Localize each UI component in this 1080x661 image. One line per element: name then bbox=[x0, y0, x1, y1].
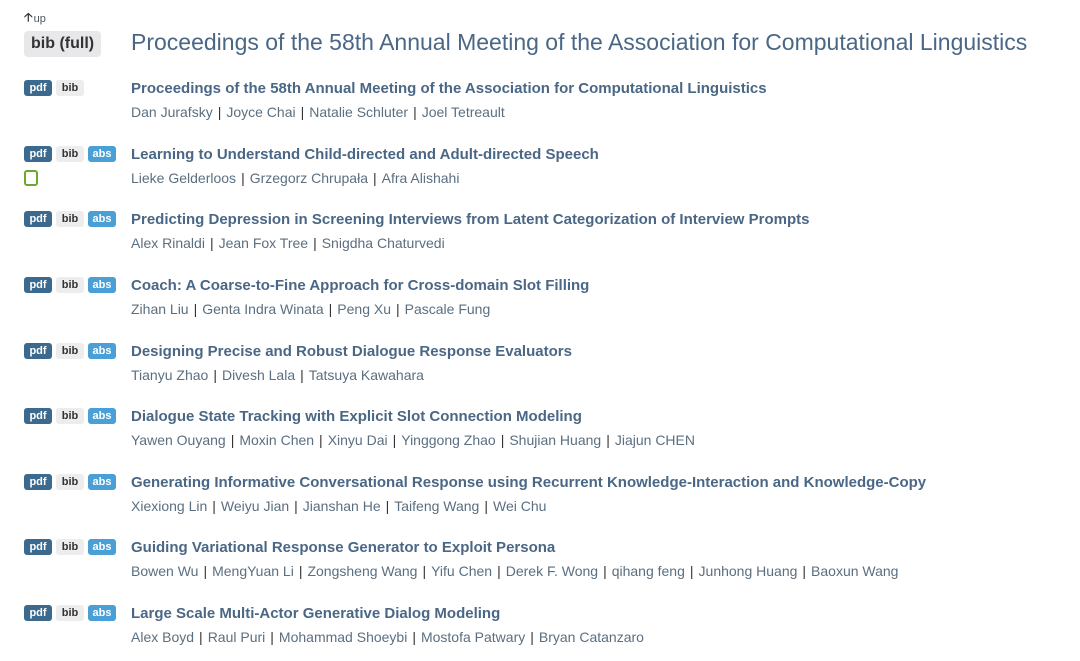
author-list bbox=[131, 299, 490, 319]
paper-entry bbox=[0, 277, 1080, 333]
pdf-button[interactable]: pdf bbox=[24, 408, 52, 424]
author-separator: | bbox=[217, 104, 222, 120]
author-separator: | bbox=[199, 629, 203, 645]
paper-entry bbox=[0, 539, 1080, 595]
author-separator: | bbox=[412, 629, 416, 645]
pdf-button[interactable]: pdf bbox=[24, 474, 52, 490]
author-separator: | bbox=[328, 301, 333, 317]
author-separator: | bbox=[392, 432, 397, 448]
bib-button[interactable]: bib bbox=[56, 539, 84, 555]
abstract-button[interactable]: abs bbox=[88, 408, 116, 424]
author-list bbox=[131, 102, 505, 122]
up-label: up bbox=[33, 12, 46, 25]
author-link[interactable]: Yifu Chen bbox=[431, 563, 493, 579]
author-separator: | bbox=[298, 563, 303, 579]
author-separator: | bbox=[396, 301, 400, 317]
abstract-button[interactable]: abs bbox=[88, 211, 116, 227]
paper-title-link[interactable]: Predicting Depression in Screening Interviews from Latent Categorization of Interview Prompts bbox=[131, 211, 810, 228]
paper-title-link[interactable]: Learning to Understand Child-directed and Adult-directed Speech bbox=[131, 146, 599, 163]
attachment-icon[interactable] bbox=[24, 170, 38, 186]
author-link[interactable]: Pascale Fung bbox=[404, 301, 491, 317]
author-link[interactable]: Jiajun CHEN bbox=[614, 432, 695, 448]
author-link[interactable]: Mohammad Shoeybi bbox=[278, 629, 408, 645]
author-separator: | bbox=[484, 498, 488, 514]
paper-title-link[interactable]: Guiding Variational Response Generator to Exploit Persona bbox=[131, 539, 556, 556]
author-link[interactable]: Yawen Ouyang bbox=[131, 432, 226, 448]
author-link[interactable]: Dan Jurafsky bbox=[131, 104, 213, 120]
paper-entry bbox=[0, 474, 1080, 530]
author-link[interactable]: Mostofa Patwary bbox=[420, 629, 526, 645]
author-link[interactable]: Snigdha Chaturvedi bbox=[321, 235, 445, 251]
paper-title-link[interactable]: Designing Precise and Robust Dialogue Response Evaluators bbox=[131, 343, 572, 360]
author-link[interactable]: MengYuan Li bbox=[212, 563, 294, 579]
pdf-button[interactable]: pdf bbox=[24, 343, 52, 359]
bib-button[interactable]: bib bbox=[56, 80, 84, 96]
author-separator: | bbox=[209, 235, 214, 251]
pdf-button[interactable]: pdf bbox=[24, 605, 52, 621]
author-link[interactable]: Junhong Huang bbox=[698, 563, 798, 579]
bib-button[interactable]: bib bbox=[56, 474, 84, 490]
author-link[interactable]: Zihan Liu bbox=[131, 301, 189, 317]
paper-title-link[interactable]: Large Scale Multi-Actor Generative Dialog Modeling bbox=[131, 605, 501, 622]
author-link[interactable]: Wei Chu bbox=[492, 498, 547, 514]
author-separator: | bbox=[319, 432, 323, 448]
author-separator: | bbox=[802, 563, 807, 579]
author-list bbox=[131, 365, 424, 385]
author-separator: | bbox=[212, 498, 216, 514]
author-link[interactable]: Afra Alishahi bbox=[381, 170, 460, 186]
author-link[interactable]: Peng Xu bbox=[337, 301, 391, 317]
pdf-button[interactable]: pdf bbox=[24, 146, 52, 162]
author-separator: | bbox=[193, 301, 198, 317]
paper-entry bbox=[0, 211, 1080, 267]
author-link[interactable]: Weiyu Jian bbox=[220, 498, 290, 514]
author-separator: | bbox=[241, 170, 245, 186]
author-separator: | bbox=[213, 367, 217, 383]
bib-button[interactable]: bib bbox=[56, 605, 84, 621]
author-separator: | bbox=[500, 432, 505, 448]
author-link[interactable]: Jean Fox Tree bbox=[218, 235, 309, 251]
author-link[interactable]: Alex Boyd bbox=[131, 629, 195, 645]
author-separator: | bbox=[313, 235, 317, 251]
abstract-button[interactable]: abs bbox=[88, 474, 116, 490]
author-link[interactable]: Alex Rinaldi bbox=[131, 235, 205, 251]
bib-button[interactable]: bib bbox=[56, 211, 84, 227]
author-list bbox=[131, 430, 695, 450]
paper-entry bbox=[0, 80, 1080, 136]
paper-entry bbox=[0, 343, 1080, 399]
author-link[interactable]: Xinyu Dai bbox=[327, 432, 388, 448]
author-link[interactable]: Lieke Gelderloos bbox=[131, 170, 237, 186]
author-list bbox=[131, 561, 898, 581]
author-link[interactable]: Yinggong Zhao bbox=[401, 432, 496, 448]
author-separator: | bbox=[300, 367, 304, 383]
bib-button[interactable]: bib bbox=[56, 146, 84, 162]
paper-entry bbox=[0, 408, 1080, 464]
author-link[interactable]: Divesh Lala bbox=[221, 367, 296, 383]
abstract-button[interactable]: abs bbox=[88, 146, 116, 162]
paper-title-link[interactable]: Coach: A Coarse-to-Fine Approach for Cross-domain Slot Filling bbox=[131, 277, 590, 294]
author-separator: | bbox=[497, 563, 501, 579]
author-link[interactable]: Bryan Catanzaro bbox=[538, 629, 644, 645]
author-link[interactable]: Zongsheng Wang bbox=[307, 563, 418, 579]
abstract-button[interactable]: abs bbox=[88, 605, 116, 621]
volume-title: Proceedings of the 58th Annual Meeting of the Association for Computational Linguistics bbox=[131, 29, 1028, 55]
author-link[interactable]: Baoxun Wang bbox=[811, 563, 899, 579]
author-separator: | bbox=[422, 563, 427, 579]
author-list bbox=[131, 496, 546, 516]
paper-title-link[interactable]: Proceedings of the 58th Annual Meeting of the Association for Computational Linguistics bbox=[131, 80, 767, 97]
author-list bbox=[131, 627, 644, 647]
author-link[interactable]: Derek F. Wong bbox=[505, 563, 599, 579]
author-separator: | bbox=[294, 498, 298, 514]
author-link[interactable]: Tatsuya Kawahara bbox=[308, 367, 424, 383]
paper-title-link[interactable]: Generating Informative Conversational Response using Recurrent Knowledge-Interaction and Knowledge-Copy bbox=[131, 474, 927, 491]
author-separator: | bbox=[230, 432, 235, 448]
author-link[interactable]: Joyce Chai bbox=[226, 104, 296, 120]
up-link[interactable] bbox=[24, 8, 46, 29]
author-link[interactable]: Jianshan He bbox=[302, 498, 381, 514]
bib-full-button[interactable]: bib (full) bbox=[24, 31, 101, 57]
author-list bbox=[131, 233, 445, 253]
paper-entry bbox=[0, 146, 1080, 202]
bib-button[interactable]: bib bbox=[56, 277, 84, 293]
author-separator: | bbox=[385, 498, 390, 514]
author-list bbox=[131, 168, 459, 188]
author-link[interactable]: qihang feng bbox=[611, 563, 685, 579]
author-link[interactable]: Grzegorz Chrupała bbox=[249, 170, 368, 186]
abstract-button[interactable]: abs bbox=[88, 277, 116, 293]
pdf-button[interactable]: pdf bbox=[24, 539, 52, 555]
author-separator: | bbox=[689, 563, 694, 579]
author-link[interactable]: Shujian Huang bbox=[509, 432, 602, 448]
bib-button[interactable]: bib bbox=[56, 408, 84, 424]
author-separator: | bbox=[413, 104, 417, 120]
author-link[interactable]: Bowen Wu bbox=[131, 563, 199, 579]
author-separator: | bbox=[203, 563, 208, 579]
author-link[interactable]: Taifeng Wang bbox=[394, 498, 480, 514]
author-separator: | bbox=[606, 432, 610, 448]
arrow-up-icon: 🡡 bbox=[24, 10, 33, 24]
paper-title-link[interactable]: Dialogue State Tracking with Explicit Slot Connection Modeling bbox=[131, 408, 582, 425]
author-separator: | bbox=[530, 629, 534, 645]
author-separator: | bbox=[603, 563, 607, 579]
pdf-button[interactable]: pdf bbox=[24, 277, 52, 293]
author-link[interactable]: Genta Indra Winata bbox=[202, 301, 324, 317]
author-link[interactable]: Tianyu Zhao bbox=[131, 367, 209, 383]
author-link[interactable]: Raul Puri bbox=[207, 629, 266, 645]
author-separator: | bbox=[300, 104, 305, 120]
author-link[interactable]: Xiexiong Lin bbox=[131, 498, 208, 514]
author-link[interactable]: Natalie Schluter bbox=[309, 104, 409, 120]
paper-entry bbox=[0, 605, 1080, 661]
author-link[interactable]: Joel Tetreault bbox=[421, 104, 505, 120]
bib-button[interactable]: bib bbox=[56, 343, 84, 359]
pdf-button[interactable]: pdf bbox=[24, 80, 52, 96]
author-separator: | bbox=[372, 170, 377, 186]
abstract-button[interactable]: abs bbox=[88, 539, 116, 555]
author-separator: | bbox=[270, 629, 274, 645]
author-link[interactable]: Moxin Chen bbox=[239, 432, 315, 448]
pdf-button[interactable]: pdf bbox=[24, 211, 52, 227]
abstract-button[interactable]: abs bbox=[88, 343, 116, 359]
